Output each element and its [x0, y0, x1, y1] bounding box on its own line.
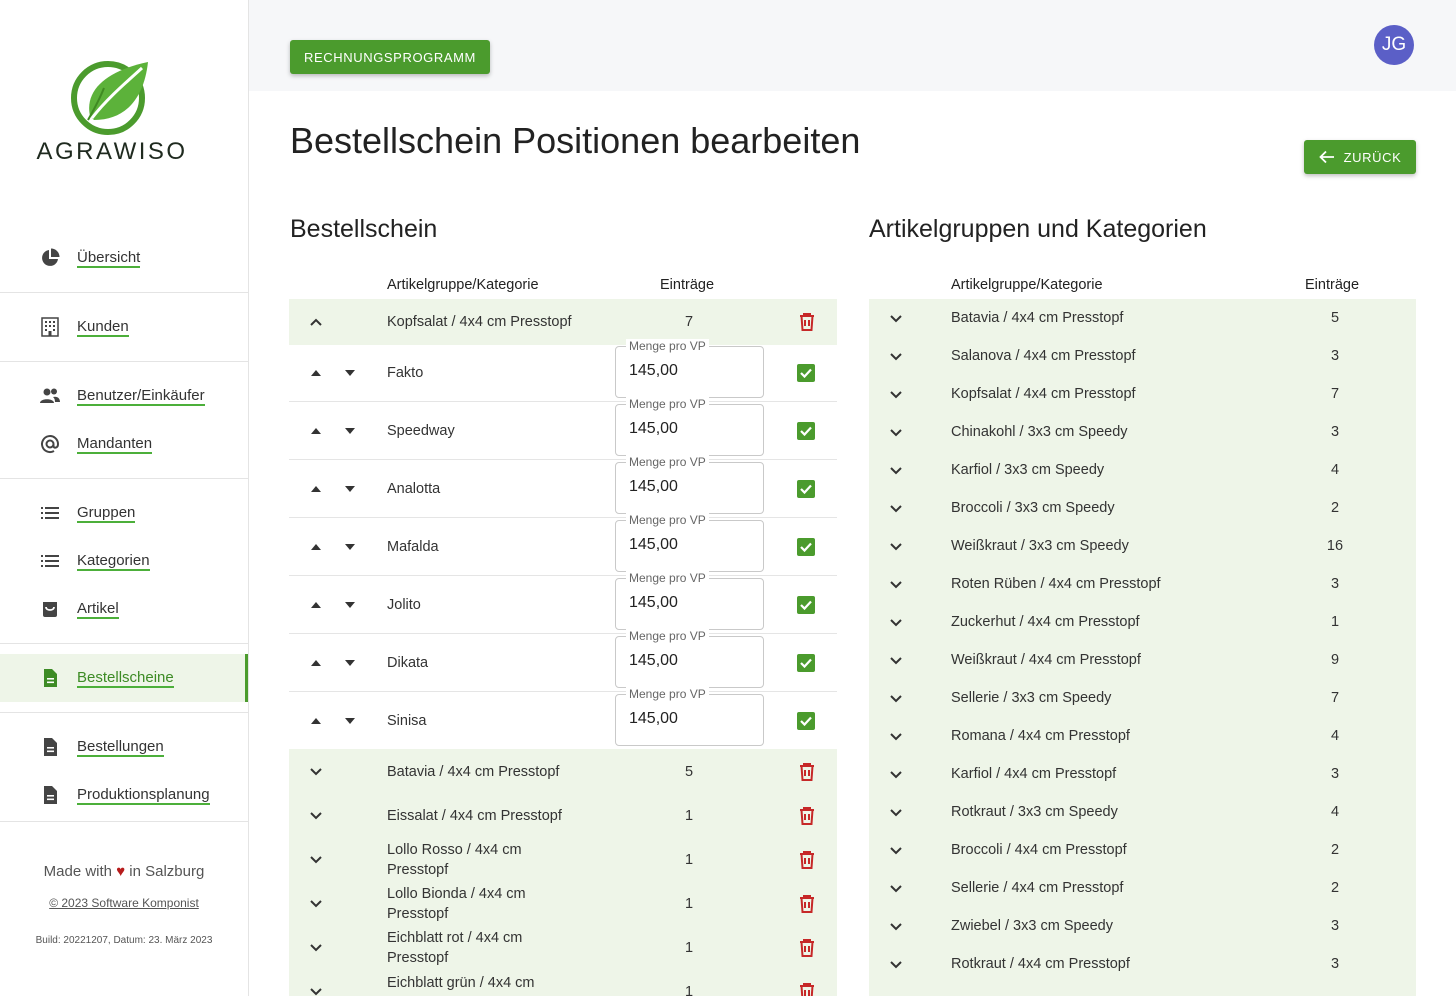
chevron-down-icon[interactable] [888, 311, 904, 327]
chevron-down-icon[interactable] [888, 539, 904, 555]
category-label: Roten Rüben / 4x4 cm Presstopf [951, 576, 1161, 592]
category-label: Salanova / 4x4 cm Presstopf [951, 348, 1136, 364]
group-count: 1 [685, 940, 694, 956]
sidebar-item-mandanten[interactable] [0, 420, 248, 468]
quantity-value: 145,00 [629, 594, 678, 611]
trash-icon[interactable] [797, 982, 817, 996]
chevron-down-icon[interactable] [308, 808, 324, 824]
category-count: 7 [1330, 386, 1340, 402]
trash-icon[interactable] [797, 850, 817, 870]
right-col-header-entries: Einträge [1305, 277, 1360, 293]
table-row[interactable] [869, 451, 1416, 489]
group-label-line1: Eichblatt rot / 4x4 cm [387, 930, 523, 946]
category-label: Karfiol / 4x4 cm Presstopf [951, 766, 1117, 782]
table-row [289, 629, 837, 692]
quantity-field[interactable] [615, 687, 764, 746]
group-count: 5 [685, 764, 694, 780]
sidebar-item-gruppen[interactable] [0, 489, 248, 537]
chevron-down-icon[interactable] [888, 463, 904, 479]
left-col-header-category: Artikelgruppe/Kategorie [387, 277, 539, 293]
chevron-down-icon[interactable] [888, 425, 904, 441]
sidebar [0, 0, 249, 996]
chevron-down-icon[interactable] [888, 767, 904, 783]
category-count: 2 [1330, 842, 1340, 858]
chevron-down-icon[interactable] [888, 349, 904, 365]
table-row[interactable] [869, 945, 1416, 983]
category-count: 2 [1330, 880, 1340, 896]
list-icon [40, 551, 60, 571]
heart-icon: ♥ [116, 863, 126, 880]
group-count: 1 [685, 896, 694, 912]
collapsed-groups-container [289, 749, 837, 996]
chevron-down-icon[interactable] [888, 577, 904, 593]
right-col-header-category: Artikelgruppe/Kategorie [951, 277, 1103, 293]
table-row[interactable] [869, 375, 1416, 413]
category-count: 2 [1330, 500, 1340, 516]
users-icon [40, 386, 60, 406]
trash-icon[interactable] [797, 762, 817, 782]
chevron-down-icon[interactable] [308, 940, 324, 956]
group-label-line2: Presstopf [387, 862, 449, 878]
article-name: Jolito [387, 597, 421, 613]
chevron-down-icon[interactable] [888, 387, 904, 403]
build-info: Build: 20221207, Datum: 23. März 2023 [35, 935, 213, 946]
table-row [289, 455, 837, 518]
group-label-line1: Eichblatt grün / 4x4 cm [387, 975, 535, 991]
category-label: Kopfsalat / 4x4 cm Presstopf [951, 386, 1136, 402]
group-label-line1: Lollo Bionda / 4x4 cm [387, 886, 526, 902]
sidebar-item-bestellscheine[interactable] [0, 654, 248, 702]
move-down-icon[interactable] [342, 655, 358, 671]
table-row[interactable] [869, 527, 1416, 565]
list-icon [40, 503, 60, 523]
article-name: Sinisa [387, 713, 427, 729]
category-count: 3 [1330, 918, 1340, 934]
sidebar-item-label: Artikel [77, 599, 119, 617]
move-down-icon[interactable] [342, 597, 358, 613]
group-label-line2: Presstopf [387, 950, 449, 966]
move-down-icon[interactable] [342, 423, 358, 439]
sidebar-item-kategorien[interactable] [0, 537, 248, 585]
brand-name: AGRAWISO [36, 138, 188, 165]
move-up-icon[interactable] [308, 423, 324, 439]
article-name: Fakto [387, 365, 424, 381]
sidebar-item-label: Übersicht [77, 248, 141, 266]
checkbox-checked-icon[interactable] [796, 711, 816, 731]
sidebar-item-uebersicht[interactable] [0, 234, 248, 282]
chevron-down-icon[interactable] [888, 615, 904, 631]
category-count: 3 [1330, 956, 1340, 972]
table-row[interactable] [869, 793, 1416, 831]
table-row[interactable] [869, 641, 1416, 679]
chevron-up-icon[interactable] [308, 314, 324, 330]
quantity-value: 145,00 [629, 652, 678, 669]
move-down-icon[interactable] [342, 713, 358, 729]
quantity-label: Menge pro VP [626, 687, 709, 701]
category-label: Weißkraut / 3x3 cm Speedy [951, 538, 1129, 554]
move-up-icon[interactable] [308, 597, 324, 613]
category-count: 5 [1330, 310, 1340, 326]
table-row [289, 687, 837, 749]
table-row[interactable] [869, 299, 1416, 337]
chevron-down-icon[interactable] [888, 691, 904, 707]
table-row[interactable] [869, 755, 1416, 793]
quantity-label: Menge pro VP [626, 571, 709, 585]
chevron-down-icon[interactable] [888, 881, 904, 897]
table-row [289, 339, 837, 402]
trash-icon[interactable] [797, 806, 817, 826]
category-label: Rotkraut / 3x3 cm Speedy [951, 804, 1118, 820]
quantity-field[interactable] [615, 455, 764, 514]
document-icon [40, 668, 60, 688]
checkbox-checked-icon[interactable] [796, 421, 816, 441]
trash-icon[interactable] [797, 894, 817, 914]
category-label: Sellerie / 4x4 cm Presstopf [951, 880, 1124, 896]
sidebar-item-label: Bestellscheine [77, 668, 174, 686]
article-name: Analotta [387, 481, 441, 497]
arrow-left-icon [1319, 150, 1335, 164]
sidebar-item-label: Produktionsplanung [77, 785, 210, 803]
move-up-icon[interactable] [308, 713, 324, 729]
document-icon [40, 785, 60, 805]
group-label: Eissalat / 4x4 cm Presstopf [387, 808, 562, 824]
group-label: Batavia / 4x4 cm Presstopf [387, 764, 560, 780]
group-label: Kopfsalat / 4x4 cm Presstopf [387, 314, 572, 330]
table-row[interactable] [869, 907, 1416, 945]
group-label-line2: Presstopf [387, 906, 449, 922]
category-label: Chinakohl / 3x3 cm Speedy [951, 424, 1128, 440]
group-label-line1: Lollo Rosso / 4x4 cm [387, 842, 522, 858]
category-label: Zuckerhut / 4x4 cm Presstopf [951, 614, 1140, 630]
sidebar-item-bestellungen[interactable] [0, 723, 248, 771]
rechnungsprogramm-button[interactable]: RECHNUNGSPROGRAMM [290, 40, 490, 74]
sidebar-item-label: Kategorien [77, 551, 150, 569]
sidebar-item-kunden[interactable] [0, 303, 248, 351]
quantity-value: 145,00 [629, 478, 678, 495]
table-row[interactable] [869, 869, 1416, 907]
category-count: 16 [1326, 538, 1344, 554]
move-down-icon[interactable] [342, 481, 358, 497]
quantity-field[interactable] [615, 513, 764, 572]
chevron-down-icon[interactable] [888, 957, 904, 973]
chevron-down-icon[interactable] [888, 843, 904, 859]
table-row[interactable] [869, 831, 1416, 869]
table-row [289, 571, 837, 634]
group-count: 1 [685, 984, 694, 996]
category-count: 3 [1330, 766, 1340, 782]
chevron-down-icon[interactable] [308, 852, 324, 868]
category-label: Batavia / 4x4 cm Presstopf [951, 310, 1124, 326]
chevron-down-icon[interactable] [888, 805, 904, 821]
table-row[interactable] [869, 717, 1416, 755]
chevron-down-icon[interactable] [308, 984, 324, 996]
checkbox-checked-icon[interactable] [796, 595, 816, 615]
quantity-value: 145,00 [629, 536, 678, 553]
table-row[interactable] [869, 413, 1416, 451]
artikelgruppen-section-title: Artikelgruppen und Kategorien [869, 215, 1207, 243]
at-sign-icon [40, 434, 60, 454]
move-up-icon[interactable] [308, 481, 324, 497]
category-label: Broccoli / 4x4 cm Presstopf [951, 842, 1127, 858]
quantity-value: 145,00 [629, 420, 678, 437]
category-count: 3 [1330, 576, 1340, 592]
move-up-icon[interactable] [308, 539, 324, 555]
group-count: 1 [685, 808, 694, 824]
pie-chart-icon [40, 248, 60, 268]
table-row [289, 513, 837, 576]
category-count: 4 [1330, 462, 1340, 478]
chevron-down-icon[interactable] [888, 501, 904, 517]
category-count: 3 [1330, 348, 1340, 364]
sidebar-item-label: Kunden [77, 317, 129, 335]
table-row[interactable] [869, 337, 1416, 375]
checkbox-checked-icon[interactable] [796, 653, 816, 673]
building-icon [40, 317, 60, 337]
chevron-down-icon[interactable] [308, 764, 324, 780]
move-down-icon[interactable] [342, 365, 358, 381]
table-row[interactable] [869, 603, 1416, 641]
box-icon [40, 599, 60, 619]
quantity-label: Menge pro VP [626, 397, 709, 411]
made-with-prefix: Made with [43, 863, 113, 880]
article-name: Speedway [387, 423, 455, 439]
sidebar-item-produktionsplanung[interactable] [0, 771, 248, 819]
chevron-down-icon[interactable] [888, 729, 904, 745]
table-row[interactable] [869, 679, 1416, 717]
category-count: 7 [1330, 690, 1340, 706]
category-count: 9 [1330, 652, 1340, 668]
copyright-link[interactable]: © 2023 Software Komponist [49, 896, 199, 910]
made-with-love [0, 863, 248, 880]
bestellschein-section-title: Bestellschein [290, 215, 438, 243]
group-count: 1 [685, 852, 694, 868]
quantity-field[interactable] [615, 571, 764, 630]
checkbox-checked-icon[interactable] [796, 363, 816, 383]
article-name: Mafalda [387, 539, 439, 555]
back-button-label: ZURÜCK [1343, 149, 1402, 165]
quantity-label: Menge pro VP [626, 339, 709, 353]
category-label: Sellerie / 3x3 cm Speedy [951, 690, 1112, 706]
back-button[interactable] [1304, 140, 1416, 174]
chevron-down-icon[interactable] [888, 653, 904, 669]
category-count: 4 [1330, 728, 1340, 744]
sidebar-item-benutzer[interactable] [0, 372, 248, 420]
sidebar-item-label: Bestellungen [77, 737, 164, 755]
avatar[interactable]: JG [1374, 25, 1414, 65]
category-count: 4 [1330, 804, 1340, 820]
quantity-field[interactable] [615, 629, 764, 688]
page-title: Bestellschein Positionen bearbeiten [290, 120, 861, 161]
document-icon [40, 737, 60, 757]
table-row-expanded-group[interactable] [289, 299, 837, 345]
sidebar-item-label: Benutzer/Einkäufer [77, 386, 205, 404]
quantity-label: Menge pro VP [626, 629, 709, 643]
checkbox-checked-icon[interactable] [796, 537, 816, 557]
table-row[interactable] [869, 489, 1416, 527]
copyright-container [0, 896, 248, 910]
quantity-value: 145,00 [629, 710, 678, 727]
move-up-icon[interactable] [308, 655, 324, 671]
category-label: Zwiebel / 3x3 cm Speedy [951, 918, 1113, 934]
trash-icon[interactable] [797, 938, 817, 958]
category-count: 1 [1330, 614, 1340, 630]
category-label: Romana / 4x4 cm Presstopf [951, 728, 1130, 744]
category-label: Broccoli / 3x3 cm Speedy [951, 500, 1115, 516]
quantity-value: 145,00 [629, 362, 678, 379]
quantity-field[interactable] [615, 397, 764, 456]
made-with-suffix: in Salzburg [129, 863, 205, 880]
quantity-label: Menge pro VP [626, 455, 709, 469]
category-label: Weißkraut / 4x4 cm Presstopf [951, 652, 1141, 668]
trash-icon[interactable] [797, 312, 817, 332]
article-name: Dikata [387, 655, 429, 671]
category-label: Karfiol / 3x3 cm Speedy [951, 462, 1105, 478]
move-up-icon[interactable] [308, 365, 324, 381]
left-col-header-entries: Einträge [660, 277, 715, 293]
group-count: 7 [685, 314, 694, 330]
sidebar-item-label: Mandanten [77, 434, 153, 452]
sidebar-item-artikel[interactable] [0, 585, 248, 633]
category-count: 3 [1330, 424, 1340, 440]
chevron-down-icon[interactable] [308, 896, 324, 912]
quantity-field[interactable] [615, 339, 764, 398]
quantity-label: Menge pro VP [626, 513, 709, 527]
checkbox-checked-icon[interactable] [796, 479, 816, 499]
chevron-down-icon[interactable] [888, 919, 904, 935]
category-label: Rotkraut / 4x4 cm Presstopf [951, 956, 1130, 972]
table-row[interactable] [869, 565, 1416, 603]
table-row [289, 397, 837, 460]
move-down-icon[interactable] [342, 539, 358, 555]
sidebar-item-label: Gruppen [77, 503, 136, 521]
